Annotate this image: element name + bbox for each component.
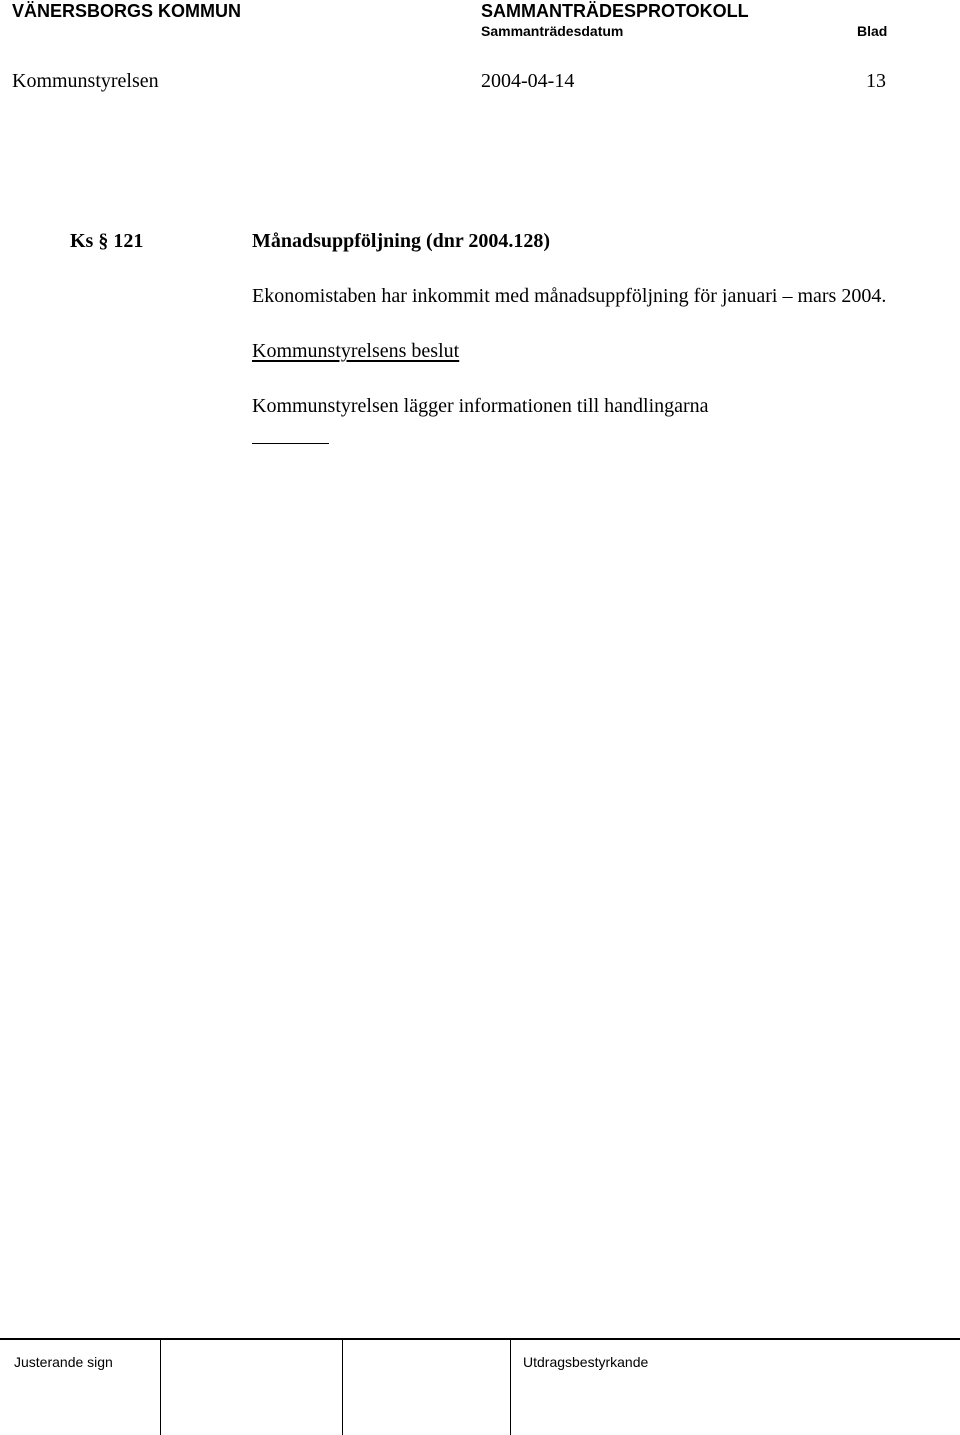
signature-footer — [0, 1338, 960, 1433]
page-label: Blad — [857, 23, 888, 39]
date-label: Sammanträdesdatum — [481, 23, 624, 39]
page-number: 13 — [866, 70, 886, 92]
document-type: SAMMANTRÄDESPROTOKOLL — [481, 1, 749, 21]
section-title: Månadsuppföljning (dnr 2004.128) — [252, 230, 551, 252]
decision-text: Kommunstyrelsen lägger informationen till handlingarna — [252, 395, 709, 417]
section-id: Ks § 121 — [70, 230, 144, 252]
utdragsbestyrkande-label: Utdragsbestyrkande — [523, 1354, 649, 1370]
footer-cell-signature-1 — [160, 1340, 342, 1435]
body-paragraph: Ekonomistaben har inkommit med månadsuppföljning för januari – mars 2004. — [252, 285, 887, 307]
end-rule — [252, 443, 329, 444]
justerande-sign-label: Justerande sign — [14, 1354, 113, 1370]
footer-cell-signature-2 — [342, 1340, 510, 1435]
footer-cell-justerande — [0, 1340, 160, 1435]
organization-name: VÄNERSBORGS KOMMUN — [12, 1, 242, 21]
decision-heading: Kommunstyrelsens beslut — [252, 340, 460, 362]
footer-cell-utdrag — [510, 1340, 960, 1435]
meeting-date: 2004-04-14 — [481, 70, 575, 92]
board-name: Kommunstyrelsen — [12, 70, 159, 92]
